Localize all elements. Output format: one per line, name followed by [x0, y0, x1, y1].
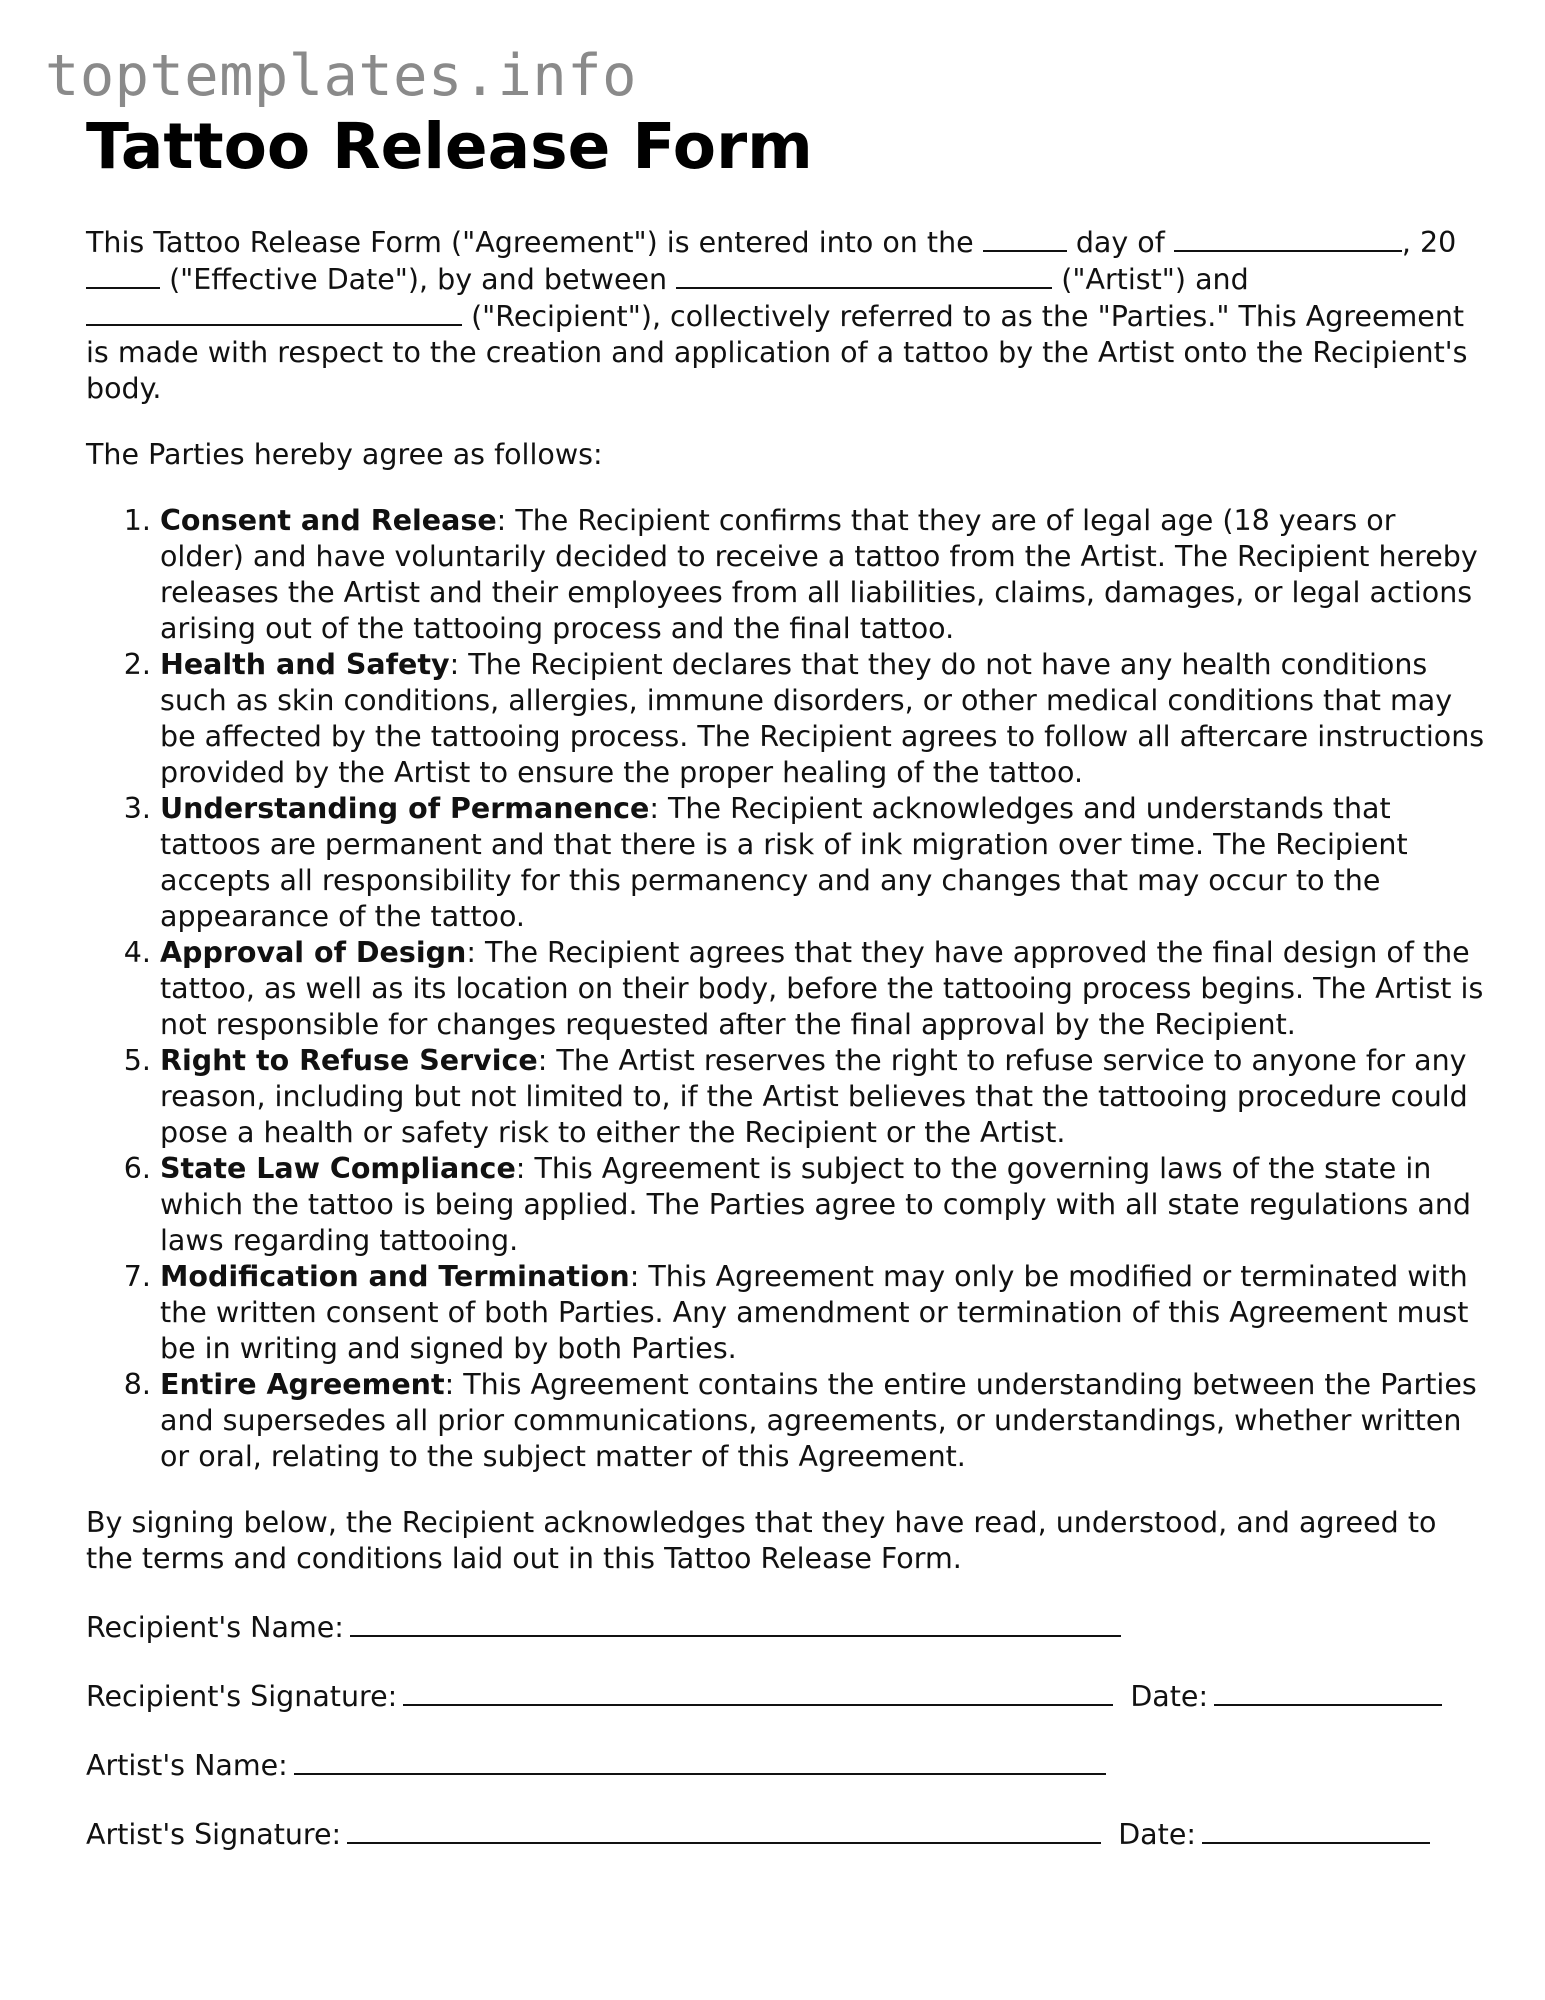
watermark: toptemplates.info [45, 43, 637, 109]
term-text: : The Recipient agrees that they have approved the final design of the tattoo, as well as its location on their body, before the tattooing process begins. The Artist is not responsible for changes requested after the final approval by the Recipient. [160, 936, 1484, 1041]
term-text: : The Artist reserves the right to refuse service to anyone for any reason, including but not limited to, if the Artist believes that the tattooing procedure could pose a health or safety risk to either the Recipient or the Artist. [160, 1044, 1468, 1149]
artist-date-field[interactable] [1202, 1814, 1430, 1844]
intro-text-6: ("Artist") and [1061, 263, 1249, 296]
artist-name-blank[interactable] [676, 261, 1052, 289]
term-text: : This Agreement contains the entire understanding between the Parties and supersedes all prior communications, agreements, or understandings, whether written or oral, relating to the subject matter of this Agreement. [160, 1368, 1477, 1473]
artist-name-field[interactable] [294, 1745, 1106, 1775]
recipient-name-label: Recipient's Name: [86, 1611, 344, 1644]
term-item [160, 1367, 1486, 1475]
intro-text-4: 20 [1419, 226, 1457, 259]
recipient-name-line [86, 1607, 1486, 1646]
term-text: : The Recipient confirms that they are of legal age (18 years or older) and have voluntarily decided to receive a tattoo from the Artist. The Recipient hereby releases the Artist and their employees from all liabilities, claims, damages, or legal actions arising out of the tattooing process and the final tattoo. [160, 504, 1478, 645]
recipient-name-field[interactable] [350, 1607, 1121, 1637]
artist-signature-field[interactable] [347, 1814, 1101, 1844]
term-heading: Entire Agreement [160, 1368, 445, 1401]
recipient-signature-field[interactable] [403, 1676, 1113, 1706]
term-text: : This Agreement may only be modified or terminated with the written consent of both Parties. Any amendment or termination of this Agreement must be in writing and signed by both Parties. [160, 1260, 1469, 1365]
term-heading: Modification and Termination [160, 1260, 630, 1293]
term-heading: Understanding of Permanence [160, 792, 650, 825]
term-item [160, 1043, 1486, 1151]
intro-paragraph [86, 224, 1486, 407]
day-blank[interactable] [983, 224, 1067, 252]
recipient-signature-line [86, 1676, 1486, 1715]
intro-text-3: , [1401, 226, 1411, 259]
term-item [160, 791, 1486, 935]
intro-text-7: ("Recipient"), collectively referred to as the "Parties." This Agreement is made with respect to the creation and application of a tattoo by the Artist onto the Recipient's body. [86, 300, 1468, 405]
term-heading: Approval of Design [160, 936, 467, 969]
term-heading: Consent and Release [160, 504, 497, 537]
intro-text-1: This Tattoo Release Form ("Agreement") is entered into on the [86, 226, 974, 259]
terms-list [86, 503, 1486, 1475]
term-text: : This Agreement is subject to the governing laws of the state in which the tattoo is being applied. The Parties agree to comply with all state regulations and laws regarding tattooing. [160, 1152, 1471, 1257]
month-blank[interactable] [1174, 224, 1402, 252]
term-item [160, 1151, 1486, 1259]
intro-text-2: day of [1075, 226, 1165, 259]
term-heading: Health and Safety [160, 648, 450, 681]
term-heading: Right to Refuse Service [160, 1044, 538, 1077]
artist-name-label: Artist's Name: [86, 1749, 288, 1782]
closing-paragraph: By signing below, the Recipient acknowledges that they have read, understood, and agreed to the terms and conditions laid out in this Tattoo Release Form. [86, 1506, 1437, 1575]
term-item [160, 1259, 1486, 1367]
term-text: : The Recipient acknowledges and understands that tattoos are permanent and that there is a risk of ink migration over time. The Recipient accepts all responsibility for this permanency and any changes that may occur to the appearance of the tattoo. [160, 792, 1408, 933]
lead-paragraph: The Parties hereby agree as follows: [86, 438, 603, 471]
term-item [160, 647, 1486, 791]
term-item [160, 935, 1486, 1043]
recipient-date-field[interactable] [1214, 1676, 1442, 1706]
term-text: : The Recipient declares that they do not have any health conditions such as skin conditions, allergies, immune disorders, or other medical conditions that may be affected by the tattooing process. The Recipient agrees to follow all aftercare instructions provided by the Artist to ensure the proper healing of the tattoo. [160, 648, 1485, 789]
recipient-date-label: Date: [1130, 1680, 1209, 1713]
artist-name-line [86, 1745, 1486, 1784]
page-title: Tattoo Release Form [86, 110, 813, 183]
document-page [86, 108, 1486, 1853]
artist-signature-label: Artist's Signature: [86, 1818, 342, 1851]
artist-date-label: Date: [1118, 1818, 1196, 1851]
recipient-name-blank[interactable] [86, 298, 462, 326]
recipient-signature-label: Recipient's Signature: [86, 1680, 398, 1713]
artist-signature-line [86, 1814, 1486, 1853]
intro-text-5: ("Effective Date"), by and between [169, 263, 668, 296]
term-heading: State Law Compliance [160, 1152, 516, 1185]
term-item [160, 503, 1486, 647]
year-blank[interactable] [86, 261, 160, 289]
